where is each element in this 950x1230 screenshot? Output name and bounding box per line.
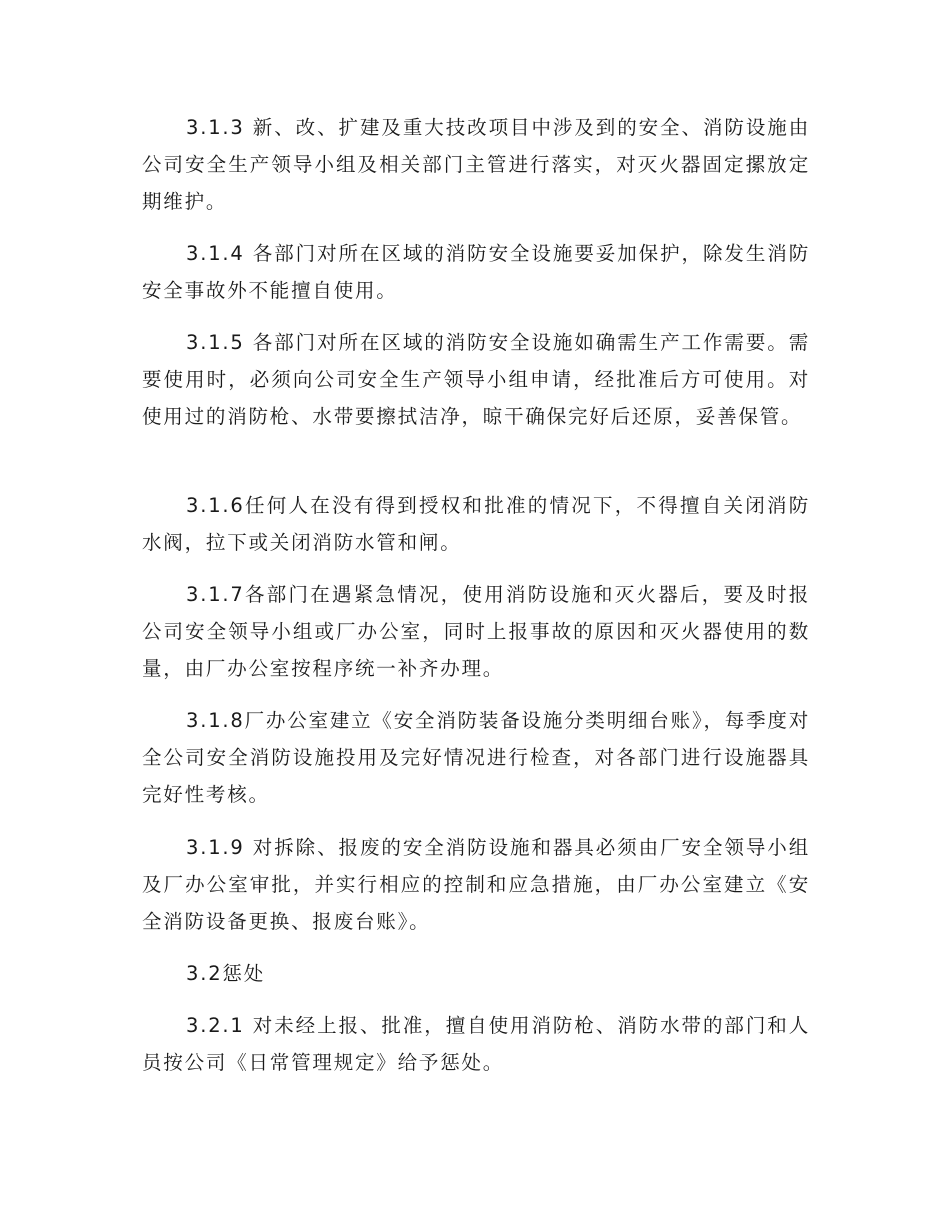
clause-3-1-6: 3.1.6任何人在没有得到授权和批准的情况下，不得擅自关闭消防水阀，拉下或关闭消防水管和闸。 (142, 494, 810, 554)
clause-3-2-1: 3.2.1 对未经上报、批准，擅自使用消防枪、消防水带的部门和人员按公司《日常管理规定》给予惩处。 (142, 1014, 810, 1074)
clause-3-1-3: 3.1.3 新、改、扩建及重大技改项目中涉及到的安全、消防设施由公司安全生产领导小组及相关部门主管进行落实，对灭火器固定摞放定期维护。 (142, 116, 810, 213)
clause-3-1-8: 3.1.8厂办公室建立《安全消防装备设施分类明细台账》，每季度对全公司安全消防设施投用及完好情况进行检查，对各部门进行设施器具完好性考核。 (142, 709, 810, 806)
clause-3-1-7: 3.1.7各部门在遇紧急情况，使用消防设施和灭火器后，要及时报公司安全领导小组或厂办公室，同时上报事故的原因和灭火器使用的数量，由厂办公室按程序统一补齐办理。 (142, 583, 810, 680)
section-heading-3-2: 3.2惩处 (186, 962, 266, 985)
clause-3-1-5: 3.1.5 各部门对所在区域的消防安全设施如确需生产工作需要。需要使用时，必须向公司安全生产领导小组申请，经批准后方可使用。对使用过的消防枪、水带要擦拭洁净，晾干确保完好后还原，妥善保管。 (142, 331, 810, 428)
clause-3-1-9: 3.1.9 对拆除、报废的安全消防设施和器具必须由厂安全领导小组及厂办公室审批，并实行相应的控制和应急措施，由厂办公室建立《安全消防设备更换、报废台账》。 (142, 836, 810, 933)
clause-3-1-4: 3.1.4 各部门对所在区域的消防安全设施要妥加保护，除发生消防安全事故外不能擅自使用。 (142, 242, 810, 302)
